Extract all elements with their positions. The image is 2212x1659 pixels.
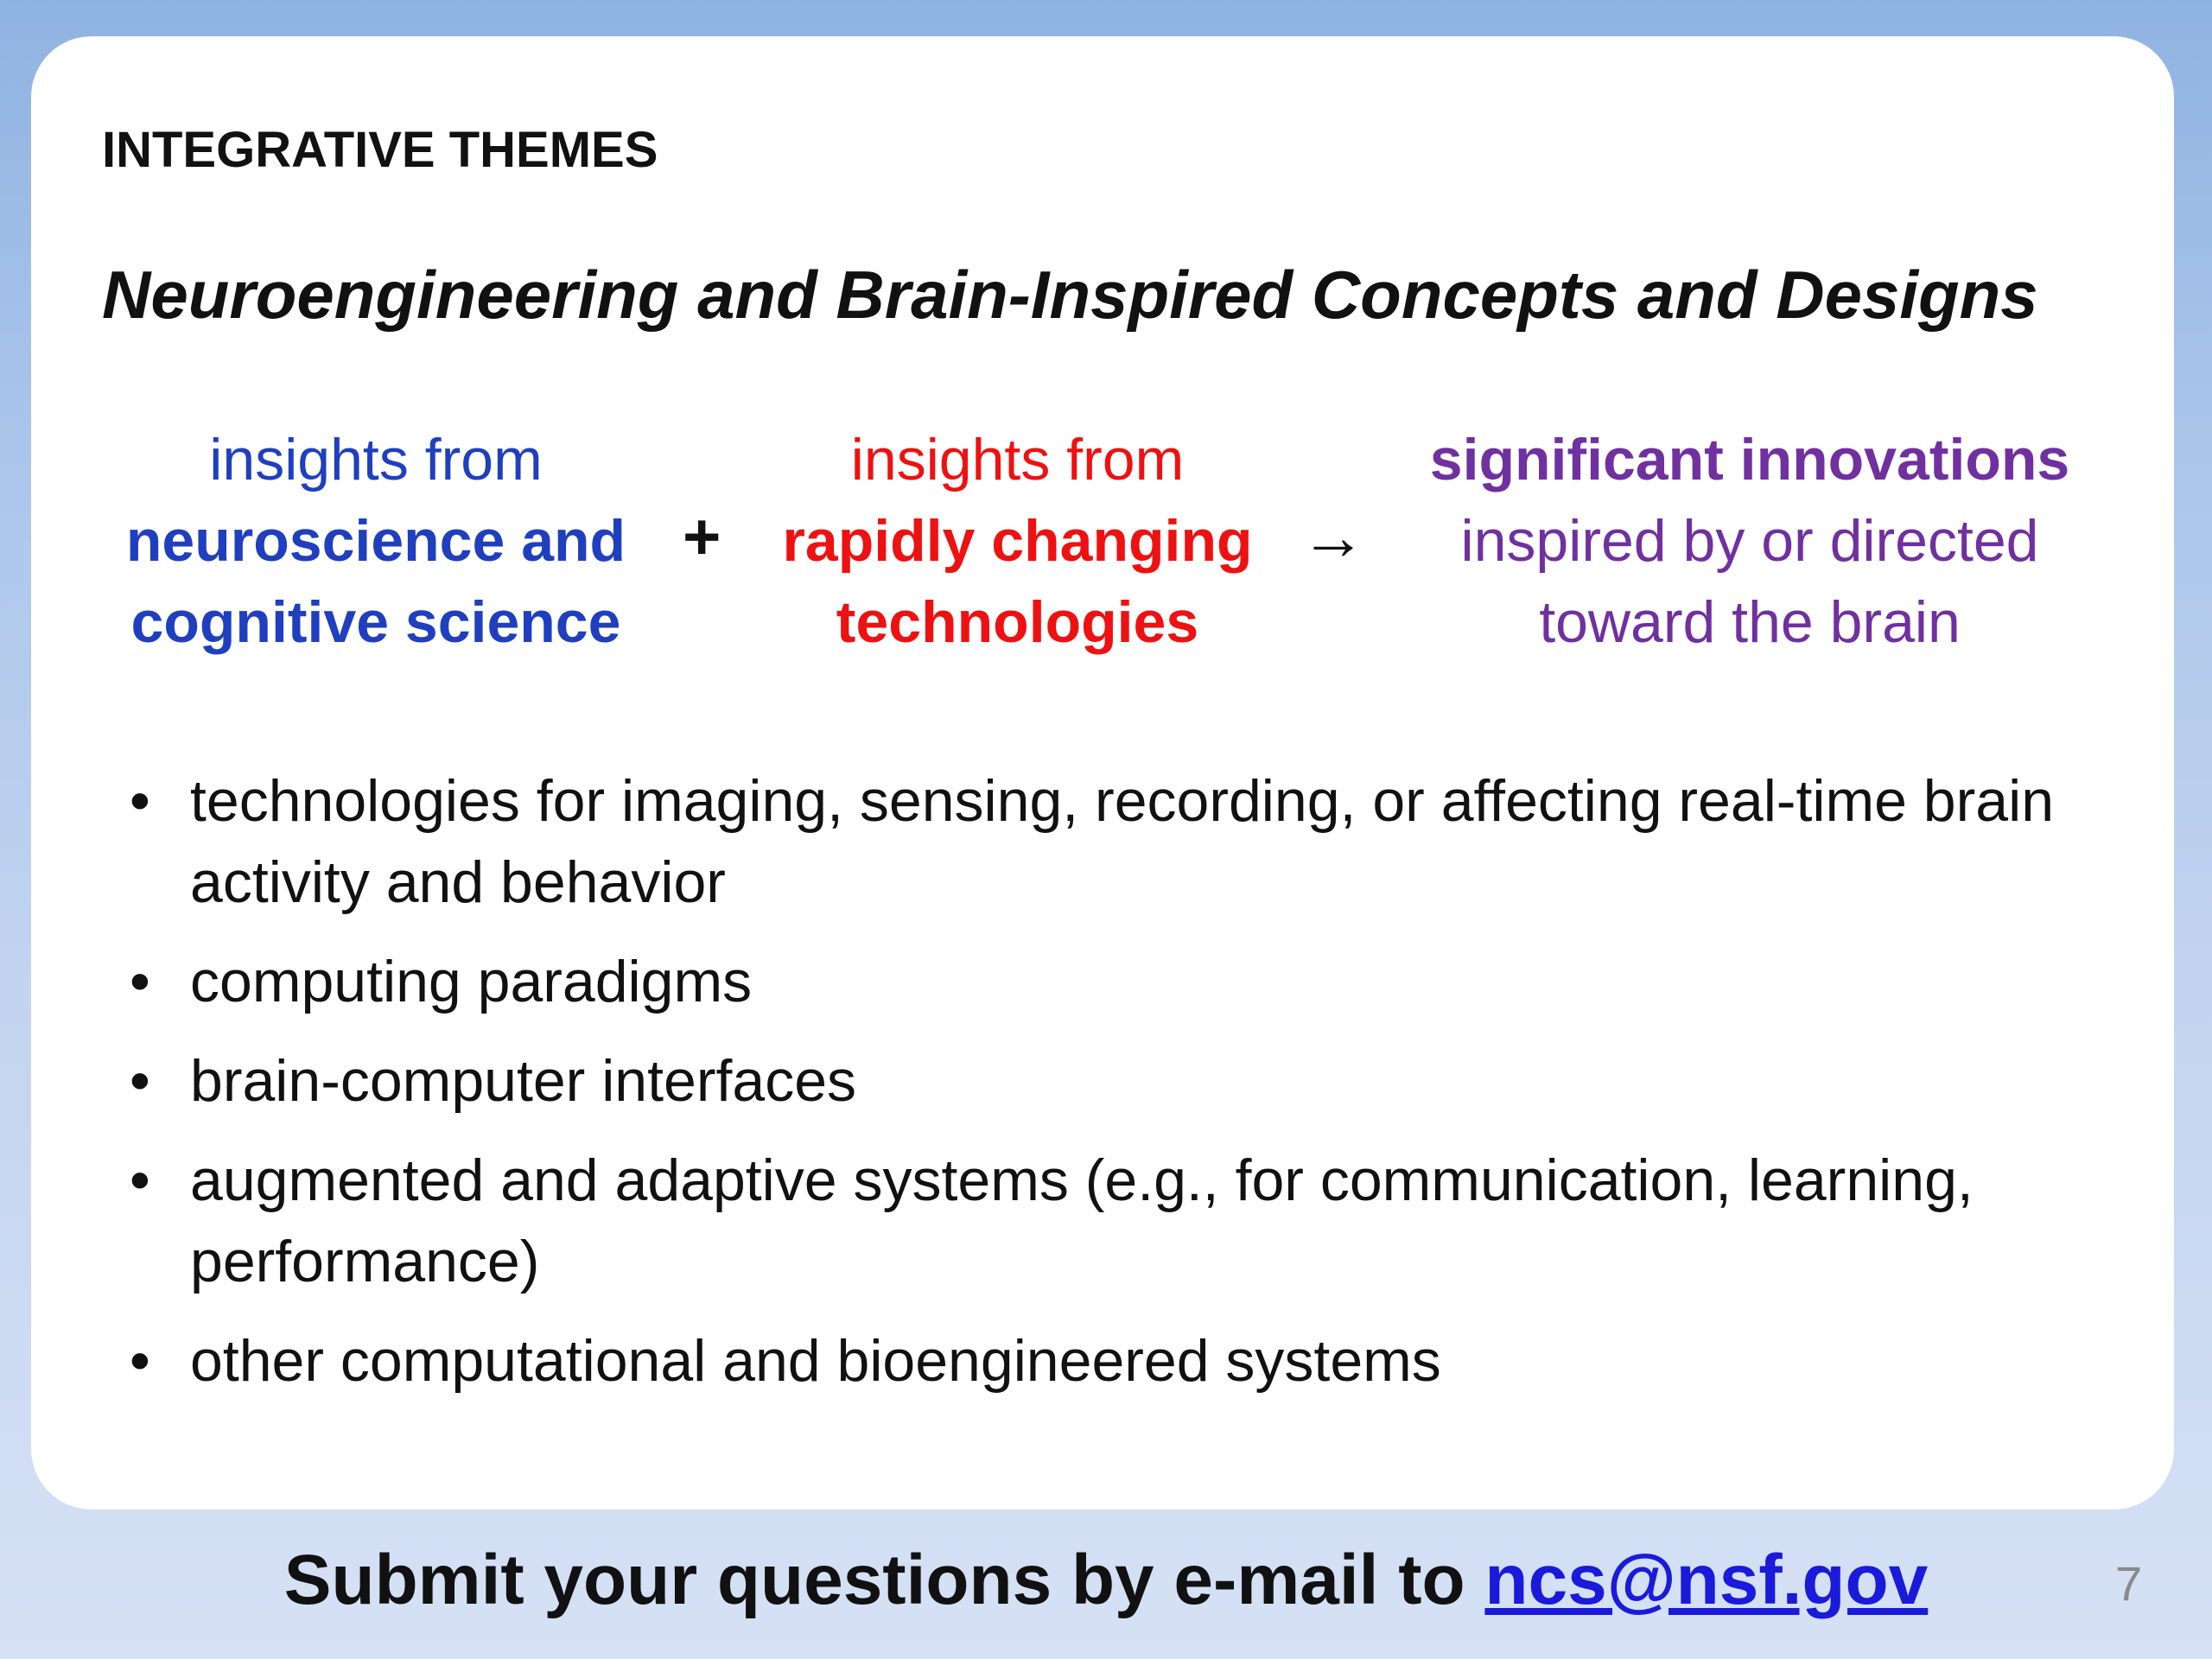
- bullet-dot: •: [130, 1147, 150, 1213]
- equation-innovations-result: [1417, 419, 2082, 663]
- bullet-dot: •: [130, 1048, 150, 1114]
- list-item: [130, 760, 2117, 923]
- bullet-dot: •: [130, 1328, 150, 1394]
- equation-right-line3: toward the brain: [1539, 589, 1961, 655]
- arrow-right-icon: →: [1300, 500, 1366, 574]
- plus-operator: +: [683, 500, 721, 574]
- list-item: [130, 1040, 2117, 1122]
- bullet-text: other computational and bioengineered systems: [190, 1328, 1441, 1394]
- footer-text: Submit your questions by e-mail to: [283, 1541, 1485, 1619]
- bullet-dot: •: [130, 768, 150, 834]
- list-item: [130, 1140, 2117, 1302]
- bullet-text: computing paradigms: [190, 949, 753, 1014]
- bullet-text: augmented and adaptive systems (e.g., for communication, learning, performance): [190, 1147, 1974, 1294]
- equation-middle-line2: rapidly changing: [782, 508, 1253, 574]
- section-title: INTEGRATIVE THEMES: [102, 122, 658, 178]
- equation-right-line2: inspired by or directed: [1460, 508, 2039, 574]
- page-number: 7: [2115, 1556, 2143, 1611]
- theme-bullet-list: [130, 760, 2117, 1420]
- equation-middle-line1: insights from: [850, 427, 1185, 493]
- email-link[interactable]: ncs@nsf.gov: [1484, 1541, 1929, 1619]
- equation-left-line3: cognitive science: [130, 589, 621, 655]
- equation-neuroscience-insights: [86, 419, 665, 663]
- slide-subtitle: Neuroengineering and Brain-Inspired Concepts and Designs: [102, 257, 2038, 333]
- equation-left-line2: neuroscience and: [125, 508, 626, 574]
- equation-left-line1: insights from: [209, 427, 543, 493]
- bullet-text: technologies for imaging, sensing, recording, or affecting real-time brain activity and behavior: [190, 768, 2055, 915]
- list-item: [130, 1320, 2117, 1402]
- bullet-dot: •: [130, 949, 150, 1014]
- equation-middle-line3: technologies: [836, 589, 1199, 655]
- footer-banner: [0, 1540, 2212, 1621]
- bullet-text: brain-computer interfaces: [190, 1048, 857, 1114]
- equation-right-line1: significant innovations: [1429, 427, 2070, 493]
- list-item: [130, 941, 2117, 1022]
- equation-technology-insights: [760, 419, 1274, 663]
